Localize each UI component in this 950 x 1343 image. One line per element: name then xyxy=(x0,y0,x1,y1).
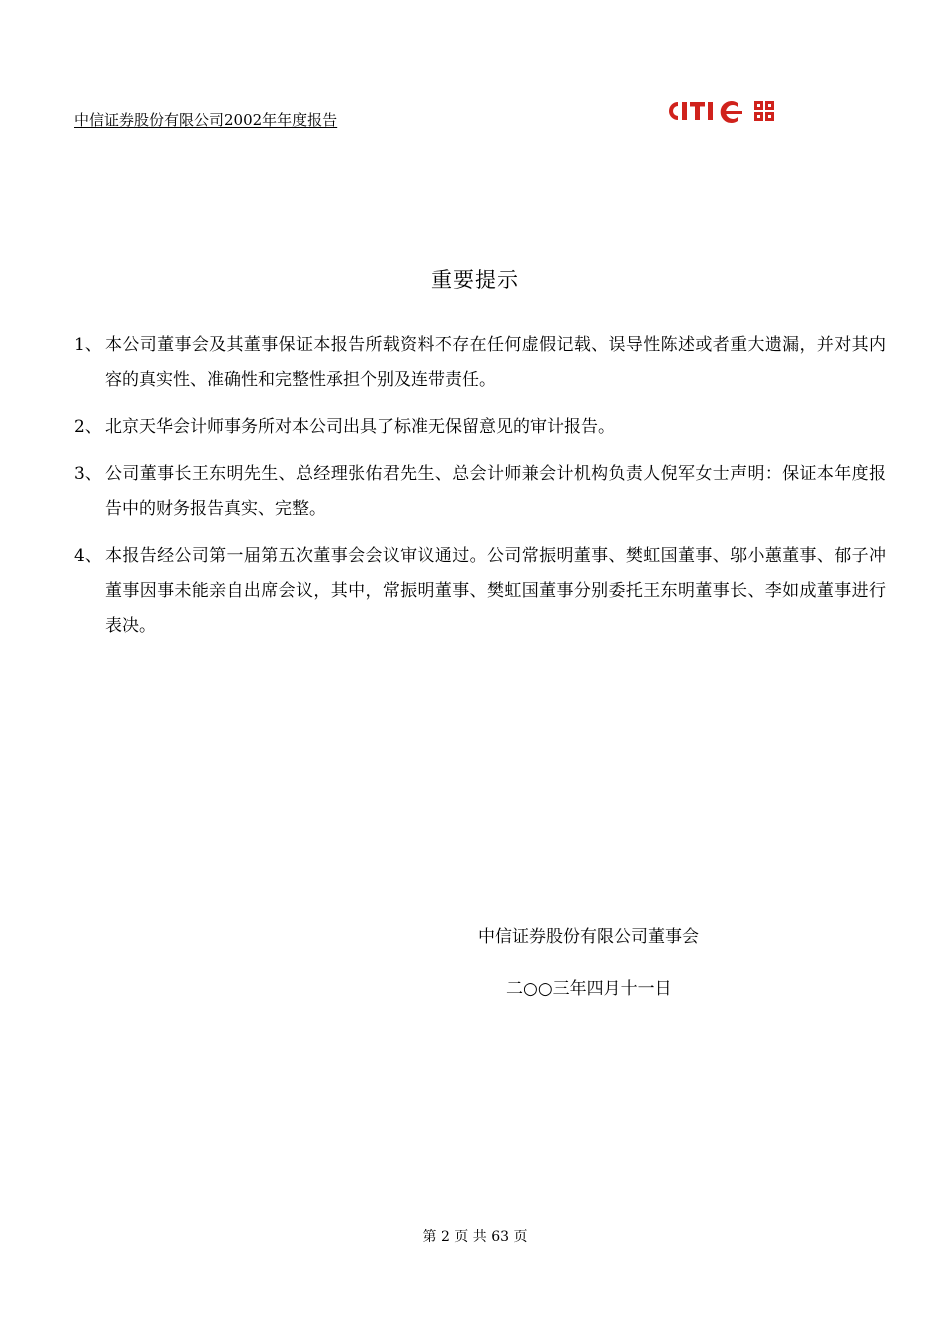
report-header-title: 中信证券股份有限公司2002年年度报告 xyxy=(74,111,338,129)
page-title: 重要提示 xyxy=(431,268,519,292)
list-item xyxy=(74,539,886,644)
signature-date: 二○○三年四月十一日 xyxy=(506,979,672,999)
note-text: 本公司董事会及其董事保证本报告所载资料不存在任何虚假记载、误导性陈述或者重大遗漏，并对其内容的真实性、准确性和完整性承担个别及连带责任。 xyxy=(105,335,886,390)
note-number: 3、 xyxy=(74,464,102,484)
list-item xyxy=(74,410,886,445)
list-item xyxy=(74,328,886,398)
note-text: 公司董事长王东明先生、总经理张佑君先生、总会计师兼会计机构负责人倪军女士声明：保证本年度报告中的财务报告真实、完整。 xyxy=(105,464,886,519)
note-text: 北京天华会计师事务所对本公司出具了标准无保留意见的审计报告。 xyxy=(105,417,615,437)
note-number: 1、 xyxy=(74,335,102,355)
citic-logo xyxy=(664,96,796,126)
note-text: 本报告经公司第一届第五次董事会会议审议通过。公司常振明董事、樊虹国董事、邬小蕙董事、郁子冲董事因事未能亲自出席会议，其中，常振明董事、樊虹国董事分别委托王东明董事长、李如成董事进行表决。 xyxy=(105,546,886,636)
note-number: 2、 xyxy=(74,417,102,437)
list-item xyxy=(74,457,886,527)
signature-org: 中信证券股份有限公司董事会 xyxy=(478,927,699,947)
page-number-footer: 第 2 页 共 63 页 xyxy=(422,1229,528,1245)
note-number: 4、 xyxy=(74,546,102,566)
important-notes-list xyxy=(74,328,886,656)
